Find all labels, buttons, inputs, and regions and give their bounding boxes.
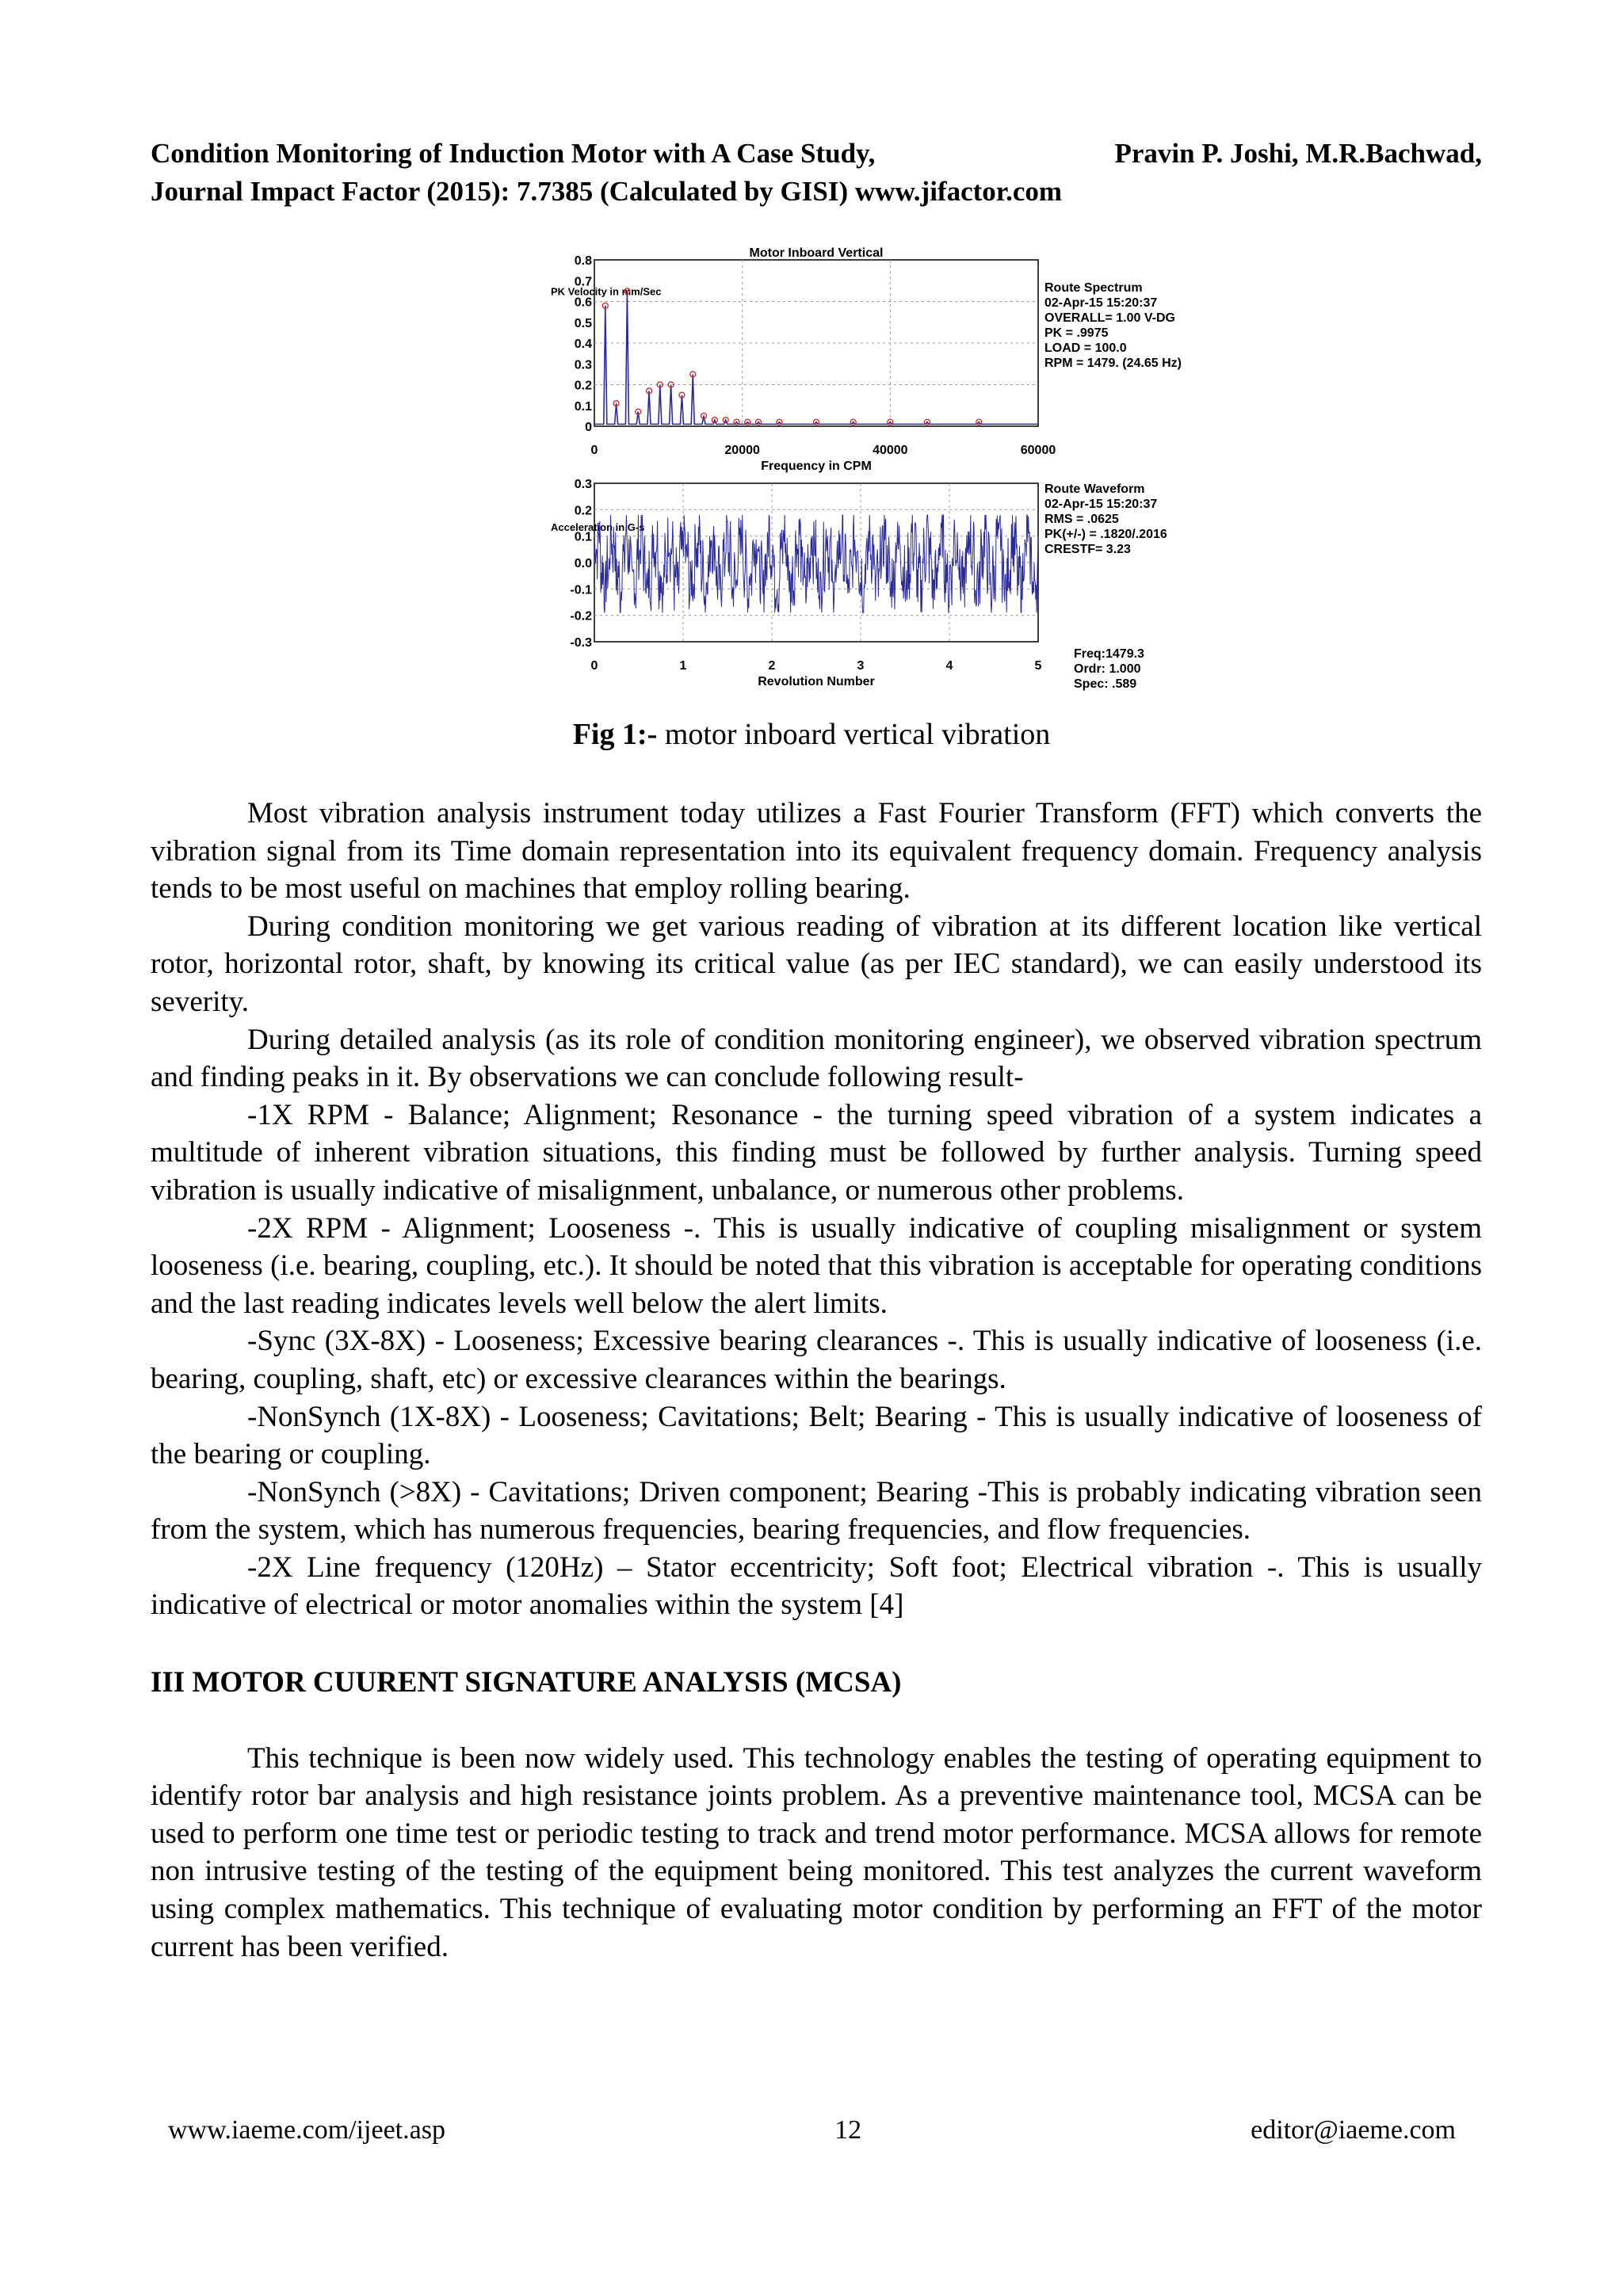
paragraph: Most vibration analysis instrument today utilizes a Fast Fourier Transform (FFT) which converts the vibration signal from its Time domain representation into its equivalent frequency domain. Frequency analysis tends to be most useful on machines that employ rolling bearing. [151,797,1482,906]
waveform-x-tick-label: 4 [945,659,953,673]
spectrum-x-axis-label: Frequency in CPM [761,460,872,473]
body-text [151,795,1482,1966]
paragraph: During detailed analysis (as its role of condition monitoring engineer), we observed vibration spectrum and finding peaks in it. By observations we can conclude following result- [151,1023,1482,1094]
waveform-y-tick-label: 0.0 [574,557,592,570]
spectrum-x-tick-label: 20000 [724,444,760,457]
footer-url: www.iaeme.com/ijeet.asp [168,2115,445,2145]
waveform-trace [594,515,1038,612]
waveform-footer-line: Ordr: 1.000 [1074,662,1141,676]
waveform-x-tick-label: 1 [679,659,687,673]
waveform-y-tick-label: -0.1 [570,583,592,597]
spectrum-y-axis-label: PK Velocity in mm/Sec [551,285,662,298]
waveform-x-tick-label: 3 [857,659,865,673]
paragraph: -NonSynch (1X-8X) - Looseness; Cavitations; Belt; Bearing - This is usually indicative of looseness of the bearing or coupling. [151,1400,1482,1471]
waveform-y-axis-label: Acceleration in G-s [551,521,645,533]
figure-caption [0,717,1623,752]
spectrum-info-line: LOAD = 100.0 [1044,341,1127,355]
caption-label: Fig 1:- [572,718,658,751]
footer-email: editor@iaeme.com [1251,2115,1456,2145]
waveform-y-tick-label: -0.3 [570,636,592,650]
waveform-y-tick-label: 0.1 [574,530,592,544]
spectrum-info-line: Route Spectrum [1044,281,1143,295]
waveform-info-line: 02-Apr-15 15:20:37 [1044,498,1158,511]
paragraph: -NonSynch (>8X) - Cavitations; Driven component; Bearing -This is probably indicating vibration seen from the system, which has numerous frequencies, bearing frequencies, and flow frequencies. [151,1475,1482,1547]
paragraph: -1X RPM - Balance; Alignment; Resonance - the turning speed vibration of a system indicates a multitude of inherent vibration situations, this finding must be followed by further analysis. Turning speed vibration is usually indicative of misalignment, unbalance, or numerous other problems. [151,1098,1482,1207]
spectrum-y-tick-label: 0 [585,421,592,434]
running-header [151,135,1482,211]
spectrum-y-tick-label: 0.2 [574,379,592,393]
spectrum-y-tick-label: 0.6 [574,296,592,310]
waveform-y-tick-label: 0.3 [574,478,592,491]
waveform-footer-line: Spec: .589 [1074,677,1137,691]
page-number: 12 [834,2115,862,2145]
vibration-figure [523,246,1236,705]
waveform-footer-line: Freq:1479.3 [1074,647,1144,661]
spectrum-y-tick-label: 0.3 [574,358,592,372]
paragraph: -Sync (3X-8X) - Looseness; Excessive bearing clearances -. This is usually indicative of looseness (i.e. bearing, coupling, shaft, etc) or excessive clearances within the bearings. [151,1325,1482,1395]
section-paragraph: This technique is been now widely used. This technology enables the testing of operating equipment to identify rotor bar analysis and high resistance joints problem. As a preventive maintenance tool, MCSA can be used to perform one time test or periodic testing to track and trend motor performance. MCSA allows for remote non intrusive testing of the testing of the equipment being monitored. This test analyzes the current waveform using complex mathematics. This technique of evaluating motor condition by performing an FFT of the motor current has been verified. [151,1741,1482,1963]
waveform-info-line: RMS = .0625 [1044,513,1119,526]
paragraph: -2X RPM - Alignment; Looseness -. This is usually indicative of coupling misalignment or system looseness (i.e. bearing, coupling, etc.). It should be noted that this vibration is acceptable for operating conditions and the last reading indicates levels well below the alert limits. [151,1211,1482,1320]
waveform-info-line: CRESTF= 3.23 [1044,543,1131,556]
caption-text: motor inboard vertical vibration [657,718,1051,751]
header-title: Condition Monitoring of Induction Motor with A Case Study, [151,138,876,169]
spectrum-x-tick-label: 40000 [873,444,908,457]
waveform-x-axis-label: Revolution Number [758,675,875,688]
waveform-x-tick-label: 2 [768,659,776,673]
spectrum-x-tick-label: 60000 [1020,444,1056,457]
spectrum-info-line: PK = .9975 [1044,326,1109,340]
spectrum-y-tick-label: 0.5 [574,316,592,330]
waveform-y-tick-label: -0.2 [570,609,592,624]
spectrum-info-line: 02-Apr-15 15:20:37 [1044,296,1158,310]
spectrum-x-tick-label: 0 [590,444,598,457]
page-footer [168,2115,1456,2145]
waveform-info-line: PK(+/-) = .1820/.2016 [1044,528,1167,541]
waveform-x-tick-label: 5 [1034,659,1042,673]
waveform-x-tick-label: 0 [590,659,598,673]
spectrum-title: Motor Inboard Vertical [749,246,884,260]
waveform-info-line: Route Waveform [1044,482,1145,496]
spectrum-trace [594,291,1038,424]
paragraph: During condition monitoring we get various reading of vibration at its different location like vertical rotor, horizontal rotor, shaft, by knowing its critical value (as per IEC standard), we can easily understood its severity. [151,910,1482,1018]
spectrum-y-tick-label: 0.7 [574,275,592,289]
spectrum-y-tick-label: 0.1 [574,399,592,414]
header-authors: Pravin P. Joshi, M.R.Bachwad, [1114,138,1482,169]
paragraph: -2X Line frequency (120Hz) – Stator eccentricity; Soft foot; Electrical vibration -. This is usually indicative of electrical or motor anomalies within the system [4] [151,1550,1482,1622]
spectrum-y-tick-label: 0.4 [574,338,592,351]
section-heading: III MOTOR CUURENT SIGNATURE ANALYSIS (MCSA) [151,1666,902,1699]
spectrum-info-line: RPM = 1479. (24.65 Hz) [1044,357,1182,370]
spectrum-y-tick-label: 0.8 [574,254,592,268]
spectrum-info-line: OVERALL= 1.00 V-DG [1044,311,1175,325]
waveform-y-tick-label: 0.2 [574,504,592,518]
header-journal-info: Journal Impact Factor (2015): 7.7385 (Calculated by GISI) www.jifactor.com [151,176,1063,207]
